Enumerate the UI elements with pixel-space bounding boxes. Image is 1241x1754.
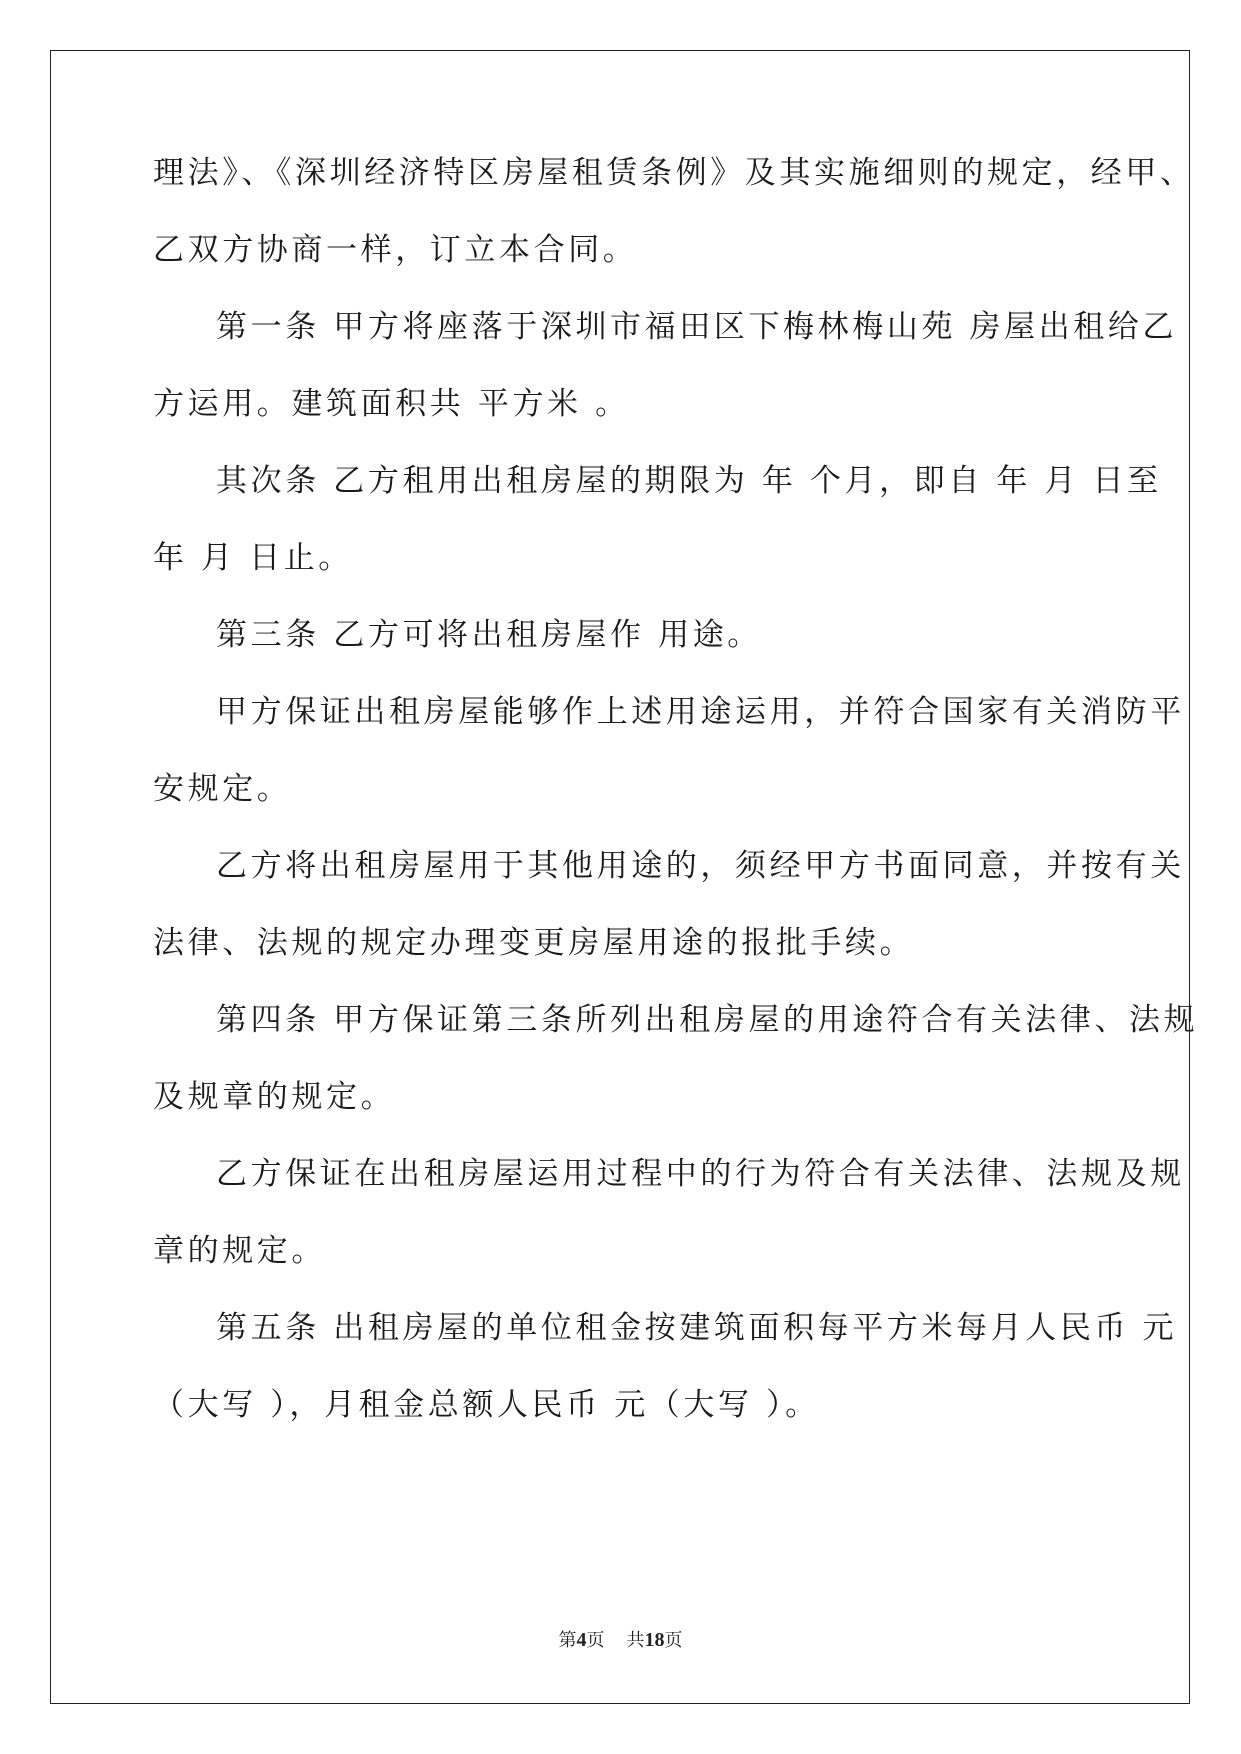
total-prefix: 共 <box>626 1630 645 1651</box>
text-line: 乙双方协商一样，订立本合同。 <box>153 232 638 268</box>
text-line: 理法》、《深圳经济特区房屋租赁条例》及其实施细则的规定，经甲、 <box>153 155 1195 191</box>
text-line: （大写 ），月租金总额人民币 元（大写 ）。 <box>153 1387 820 1423</box>
text-line: 方运用。建筑面积共 平方米 。 <box>153 386 630 422</box>
text-line: 章的规定。 <box>153 1233 326 1269</box>
text-line: 乙方保证在出租房屋运用过程中的行为符合有关法律、法规及规 <box>216 1156 1185 1192</box>
text-line: 年 月 日止。 <box>153 540 353 576</box>
text-line: 其次条 乙方租用出租房屋的期限为 年 个月，即自 年 月 日至 <box>216 463 1162 499</box>
text-line: 甲方保证出租房屋能够作上述用途运用，并符合国家有关消防平 <box>216 694 1185 730</box>
page-footer <box>0 1628 1241 1653</box>
page-suffix: 页 <box>586 1630 605 1651</box>
text-line: 安规定。 <box>153 771 292 807</box>
text-line: 及规章的规定。 <box>153 1079 396 1115</box>
text-line: 乙方将出租房屋用于其他用途的，须经甲方书面同意，并按有关 <box>216 848 1185 884</box>
text-line: 第五条 出租房屋的单位租金按建筑面积每平方米每月人民币 元 <box>216 1310 1178 1346</box>
page-prefix: 第 <box>558 1630 577 1651</box>
text-line: 第一条 甲方将座落于深圳市福田区下梅林梅山苑 房屋出租给乙 <box>216 309 1178 345</box>
total-suffix: 页 <box>664 1630 683 1651</box>
page-number: 4 <box>576 1629 587 1651</box>
total-pages: 18 <box>644 1629 665 1651</box>
text-line: 法律、法规的规定办理变更房屋用途的报批手续。 <box>153 925 915 961</box>
text-line: 第四条 甲方保证第三条所列出租房屋的用途符合有关法律、法规 <box>216 1002 1199 1038</box>
text-line: 第三条 乙方可将出租房屋作 用途。 <box>216 617 762 653</box>
